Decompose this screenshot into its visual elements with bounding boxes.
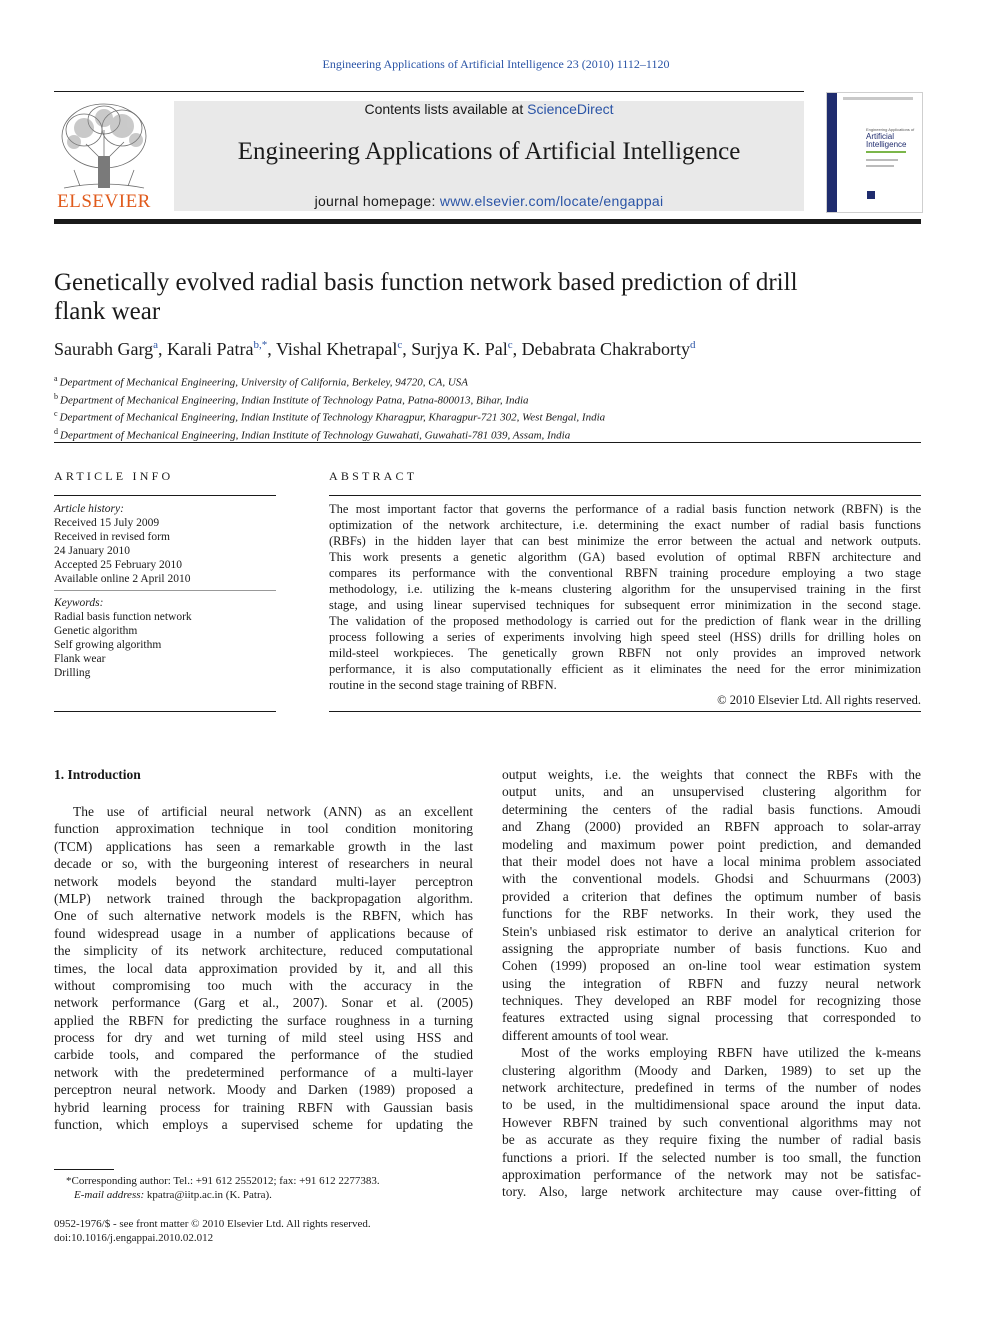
- body-line: times, the local data approximation provided by it, and all this: [54, 960, 473, 976]
- abstract-line: This work presents a genetic algorithm (GA) based evolution of optimal RBFN architecture and: [329, 550, 921, 564]
- abstract-line: The most important factor that governs the performance of a radial basis function network (RBFN) is the: [329, 502, 921, 516]
- article-history: [54, 502, 276, 587]
- contents-prefix: Contents lists available at: [364, 101, 528, 117]
- journal-title: Engineering Applications of Artificial Intelligence: [237, 138, 741, 165]
- body-line: decade or so, with the burgeoning interest of researchers in neural: [54, 856, 473, 872]
- author-name: Surjya K. Pal: [411, 339, 508, 359]
- body-line: functions for the RBF networks. In their work, they used the: [502, 906, 921, 922]
- contents-line: [174, 101, 804, 117]
- body-line: provided a criterion that defines the optimum number of basis: [502, 888, 921, 904]
- affiliation-list: [54, 372, 914, 443]
- abstract-rule: [329, 495, 921, 496]
- abstract-line: The validation of the proposed methodology is carried out for the prediction of flank wear in the drilling: [329, 614, 921, 628]
- affiliation-text: Department of Mechanical Engineering, Indian Institute of Technology Kharagpur, Kharagpur-721 302, West Bengal, India: [59, 411, 606, 424]
- body-line: However RBFN trained by such conventional algorithms may not: [502, 1114, 921, 1130]
- author-name: Vishal Khetrapal: [275, 339, 398, 359]
- affiliation-item: [54, 372, 914, 390]
- copyright-notice: © 2010 Elsevier Ltd. All rights reserved.: [717, 693, 921, 707]
- body-line: output weights, i.e. the weights that connect the RBFs with the: [502, 767, 921, 782]
- footnote-rule: [54, 1169, 114, 1170]
- abstract-heading: ABSTRACT: [329, 469, 418, 483]
- abstract-line: optimization of the network architecture, i.e. determining the exact number of radial basis functions: [329, 518, 921, 532]
- email-label: E-mail address:: [74, 1189, 145, 1201]
- publisher-name: ELSEVIER: [57, 191, 151, 212]
- affiliation-key: a: [54, 374, 58, 383]
- header-top-rule: [54, 91, 804, 92]
- keywords-label: Keywords:: [54, 597, 104, 609]
- affiliation-text: Department of Mechanical Engineering, Indian Institute of Technology Patna, Patna-800013, Bihar, India: [60, 394, 529, 407]
- author-affiliation-mark[interactable]: c: [507, 339, 513, 351]
- affiliation-text: Department of Mechanical Engineering, University of California, Berkeley, 94720, CA, USA: [59, 376, 469, 389]
- body-line: The use of artificial neural network (ANN) as an excellent: [73, 804, 473, 819]
- body-line: perceptron neural network. Moody and Darken (1989) proposed a: [54, 1082, 473, 1098]
- body-line: network models beyond the standard multi-layer perceptron: [54, 873, 473, 889]
- abstract-line: (RBFs) in the hidden layer that can best minimize the error between the actual and network outputs.: [329, 534, 921, 548]
- keywords-divider: [54, 590, 276, 591]
- article-title-line: Genetically evolved radial basis function network based prediction of drill: [54, 269, 798, 296]
- keyword-item: Genetic algorithm: [54, 625, 138, 638]
- keyword-item: Drilling: [54, 667, 91, 680]
- journal-reference[interactable]: Engineering Applications of Artificial Intelligence 23 (2010) 1112–1120: [322, 57, 670, 71]
- cover-rule: [843, 97, 913, 100]
- body-line: network architecture, predefined in terms of the number of nodes: [502, 1080, 921, 1096]
- keyword-item: Radial basis function network: [54, 611, 192, 624]
- body-line: techniques. They developed an RBF model for recognizing those: [502, 993, 921, 1009]
- abstract-line: process following a series of experiments involving high speed steel (HSS) drills for drilling holes on: [329, 630, 921, 644]
- body-line: network with the predetermined performance of a multi-layer: [54, 1064, 473, 1080]
- body-line: function, which employs a supervised scheme for updating the: [54, 1117, 473, 1133]
- email-note: [54, 1188, 494, 1202]
- cover-text-line: [866, 159, 898, 161]
- journal-homepage: [174, 193, 804, 209]
- abstract-bottom-rule: [329, 711, 921, 712]
- abstract-line: compares its performance with the conventional RBFN training procedure employing a two stage: [329, 566, 921, 580]
- body-line: One of such alternative network models is the RBFN, which has: [54, 908, 473, 924]
- sciencedirect-link[interactable]: ScienceDirect: [527, 101, 614, 117]
- abstract-line: performance, it is also computationally efficient as it eliminates the need for the error minimization: [329, 662, 921, 676]
- article-title-line: flank wear: [54, 298, 161, 325]
- body-line: different amounts of tool wear.: [502, 1027, 669, 1043]
- body-line: assigning the appropriate number of basis functions. Kuo and: [502, 940, 921, 956]
- body-line: output units, and an unsupervised clustering algorithm for: [502, 784, 921, 800]
- cover-title-line3: Intelligence: [866, 140, 907, 149]
- body-line: that their model does not have a local minima problem associated: [502, 853, 921, 869]
- affiliation-key: b: [54, 391, 58, 401]
- doi-line[interactable]: doi:10.1016/j.engappai.2010.02.012: [54, 1232, 214, 1244]
- front-matter-line: 0952-1976/$ - see front matter © 2010 Elsevier Ltd. All rights reserved.: [54, 1218, 371, 1230]
- section-heading-introduction: 1. Introduction: [54, 767, 141, 782]
- affiliation-item: [54, 407, 914, 425]
- body-line: applied the RBFN for predicting the surface roughness in a turning: [54, 1012, 473, 1028]
- body-line: determining the centers of the radial basis functions. Amoudi: [502, 801, 921, 817]
- keyword-item: Self growing algorithm: [54, 639, 162, 652]
- body-line: Cohen (1999) proposed an on-line tool wear estimation system: [502, 958, 921, 974]
- author-affiliation-mark[interactable]: b,*: [253, 339, 268, 351]
- body-line: carbide tools, and compared the performance of the studied: [54, 1047, 473, 1063]
- front-matter: [54, 1217, 494, 1245]
- abstract-text: [329, 501, 921, 693]
- affiliation-item: [54, 390, 914, 408]
- abstract-line: mild-steel workpieces. The genetically grown RBFN not only provides an improved network: [329, 646, 921, 660]
- body-line: the simplicity of its network architecture, reduced computational: [54, 943, 473, 959]
- abstract-line: methodology, i.e. utilizing the k-means clustering algorithm for the unsupervised training in the first: [329, 582, 921, 596]
- author-affiliation-mark[interactable]: c: [397, 339, 403, 351]
- author-name: Karali Patra: [167, 339, 254, 359]
- cover-title-line2: Artificial: [866, 132, 895, 141]
- author-name: Debabrata Chakraborty: [521, 339, 691, 359]
- body-line: (TCM) applications has seen a remarkable growth in the last: [54, 838, 473, 854]
- author-list: Saurabh Garg$^a$, Karali Patra$^{b,*}$, Vishal Khetrapal$^c$, Surjya K. Pal$^c$, Debabrata Chakraborty$^d$: [54, 339, 696, 359]
- corresponding-author-note: [54, 1174, 494, 1188]
- footnote: [54, 1174, 494, 1202]
- history-item: Available online 2 April 2010: [54, 573, 191, 586]
- cover-title-line1: Engineering Applications of: [866, 127, 915, 132]
- history-item: Accepted 25 February 2010: [54, 559, 183, 572]
- abstract-line: routine in the second stage training of RBFN.: [329, 678, 557, 692]
- homepage-link[interactable]: www.elsevier.com/locate/engappai: [439, 193, 664, 209]
- author-affiliation-mark[interactable]: d: [690, 339, 696, 351]
- body-line: with the conventional models. Ghodsi and Schuurmans (2003): [502, 871, 921, 887]
- history-item: 24 January 2010: [54, 545, 131, 558]
- body-line: functions a priori. If the selected number is too small, the function: [502, 1149, 921, 1165]
- body-line: using the integration of RBFN and fuzzy neural network: [502, 975, 921, 991]
- affiliation-item: [54, 425, 914, 443]
- affiliation-key: d: [54, 426, 58, 436]
- affiliation-text: Department of Mechanical Engineering, Indian Institute of Technology Guwahati, Guwahati-781 039, Assam, India: [60, 429, 571, 442]
- body-line: Stein's unbiased risk estimator to derive an analytical criterion for: [502, 923, 921, 939]
- body-column-left: [54, 803, 473, 1133]
- history-item: Received 15 July 2009: [54, 517, 160, 530]
- body-line: to be used, in the multidimensional space around the input data.: [502, 1097, 921, 1113]
- body-line: clustering algorithm (Moody and Darken, 1989) to set up the: [502, 1062, 921, 1078]
- homepage-prefix: journal homepage:: [314, 193, 440, 209]
- history-item: Received in revised form: [54, 531, 170, 544]
- article-info-heading: ARTICLE INFO: [54, 469, 174, 483]
- cover-spine: [827, 93, 837, 212]
- body-line: (MLP) network trained through the backpropagation algorithm.: [54, 890, 473, 906]
- elsevier-logo[interactable]: [54, 100, 154, 212]
- body-line: hybrid learning process for training RBFN with Gaussian basis: [54, 1099, 473, 1115]
- article-history-label: Article history:: [54, 503, 124, 515]
- body-line: tory. Also, large network architecture may cause over-fitting of: [502, 1184, 921, 1200]
- asterisk-mark: *: [66, 1175, 72, 1187]
- separator-rule: [54, 442, 921, 443]
- body-line: features extracted using signal processing that corresponded to: [502, 1010, 921, 1026]
- cover-green-rule: [866, 151, 906, 153]
- body-line: function approximation technique in tool condition monitoring: [54, 821, 473, 837]
- cover-text-line: [866, 165, 894, 167]
- body-column-right: [502, 766, 921, 1201]
- body-line: without compromising too much with the accuracy in the: [54, 977, 473, 993]
- header-bottom-rule: [54, 219, 921, 224]
- email-address[interactable]: kpatra@iitp.ac.in (K. Patra).: [146, 1189, 272, 1201]
- body-line: be as accurate as they require fixing the number of radial basis: [502, 1132, 921, 1148]
- journal-cover[interactable]: [826, 92, 923, 213]
- abstract-line: stage, and using linear supervised techniques for subsequent error minimization in the second stage.: [329, 598, 921, 612]
- keywords: [54, 596, 276, 681]
- body-line: approximation performance of the network may not be satisfac-: [502, 1166, 921, 1182]
- affiliation-key: c: [54, 409, 58, 419]
- article-info-bottom-rule: [54, 711, 276, 712]
- body-line: network performance (Garg et al., 2007). Sonar et al. (2005): [54, 995, 473, 1011]
- article-title: [54, 268, 914, 326]
- body-line: and Zhang (2000) provided an RBFN approach to solar-array: [502, 819, 921, 835]
- author-name: Saurabh Garg: [54, 339, 154, 359]
- corresponding-author-text: Corresponding author: Tel.: +91 612 2552012; fax: +91 612 2277383.: [71, 1175, 380, 1187]
- article-info-rule: [54, 495, 276, 496]
- body-line: found widespread usage in a number of applications because of: [54, 925, 473, 941]
- body-line: process for dry and wet turning of mild steel using HSS and: [54, 1030, 473, 1046]
- cover-logo-mark: [867, 191, 875, 199]
- author-affiliation-mark[interactable]: a: [153, 339, 159, 351]
- body-line: Most of the works employing RBFN have utilized the k-means: [521, 1045, 921, 1061]
- body-line: modeling and maximum power point prediction, and demanded: [502, 836, 921, 852]
- keyword-item: Flank wear: [54, 653, 106, 666]
